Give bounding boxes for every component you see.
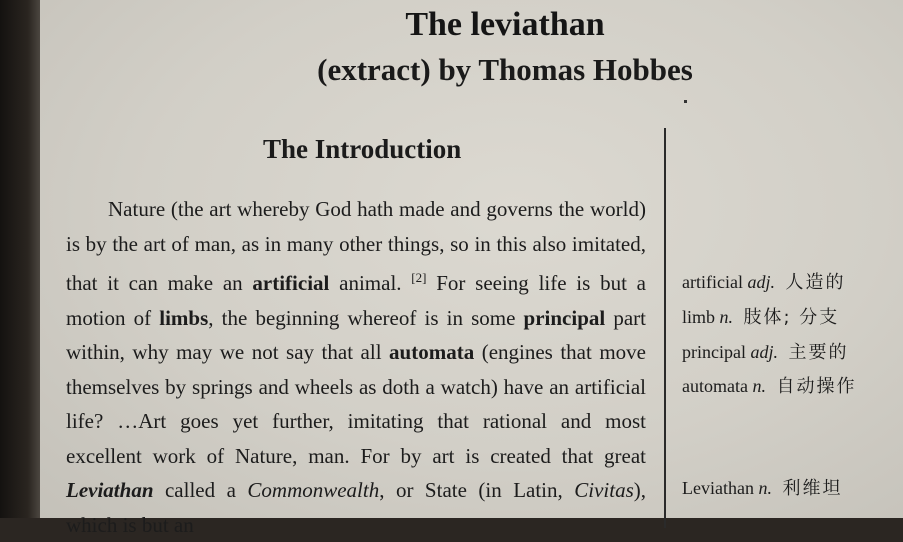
text-run: ), which is but an <box>66 478 647 537</box>
text-run: , the beginning whereof is in some <box>208 305 524 330</box>
glossary-term: limb <box>682 307 716 327</box>
body-paragraph <box>66 192 646 542</box>
glossary-translation: 利维坦 <box>782 478 843 499</box>
glossary-entry <box>682 338 849 364</box>
book-page <box>40 0 903 537</box>
ink-dot <box>684 100 687 103</box>
keyword-leviathan: Leviathan <box>66 478 154 502</box>
glossary-pos: adj. <box>747 272 775 292</box>
glossary-term: automata <box>682 376 748 396</box>
glossary-term: principal <box>682 342 746 362</box>
glossary-translation: 自动操作 <box>776 376 857 397</box>
keyword-limbs: limbs <box>159 305 209 330</box>
glossary-entry <box>682 268 845 294</box>
text-run: animal. <box>329 271 412 295</box>
text-run: (engines that move themselves by springs and wheels as doth a watch) have an artificial life? …Art goes yet further, imitating that rational and most excellent work of Nature, man. For by art is created that great <box>66 340 646 468</box>
text-run: , or State (in Latin, <box>379 478 575 502</box>
glossary-term: artificial <box>682 272 743 292</box>
page-title: The leviathan <box>405 6 605 43</box>
glossary-pos: n. <box>758 478 772 498</box>
paragraph-text <box>66 192 646 542</box>
term-commonwealth: Commonwealth <box>247 478 380 502</box>
glossary-pos: adj. <box>750 342 778 362</box>
glossary-pos: n. <box>719 307 734 327</box>
glossary-entry <box>682 372 856 398</box>
column-divider <box>664 128 666 528</box>
glossary-entry <box>682 303 839 329</box>
glossary-translation: 人造的 <box>785 272 846 293</box>
glossary-pos: n. <box>752 376 766 396</box>
text-run: part within, why may we not say that all <box>66 305 647 364</box>
footnote-ref[interactable]: [2] <box>411 270 427 285</box>
glossary-translation: 肢体; 分支 <box>743 307 840 328</box>
term-civitas: Civitas <box>574 478 634 502</box>
glossary-term: Leviathan <box>682 478 754 498</box>
keyword-principal: principal <box>523 305 606 330</box>
page-subtitle: (extract) by Thomas Hobbes <box>317 52 693 87</box>
text-run: For seeing life is but a motion of <box>66 271 646 330</box>
glossary-translation: 主要的 <box>788 342 849 363</box>
keyword-artificial: artificial <box>252 271 330 295</box>
glossary-entry <box>682 474 842 500</box>
text-run: called a <box>153 478 248 502</box>
section-heading: The Introduction <box>263 134 462 164</box>
text-run: Nature (the art whereby God hath made and governs the world) is by the art of man, as in many other things, so in this also imitated, that it can make an <box>66 197 646 295</box>
keyword-automata: automata <box>389 340 475 364</box>
